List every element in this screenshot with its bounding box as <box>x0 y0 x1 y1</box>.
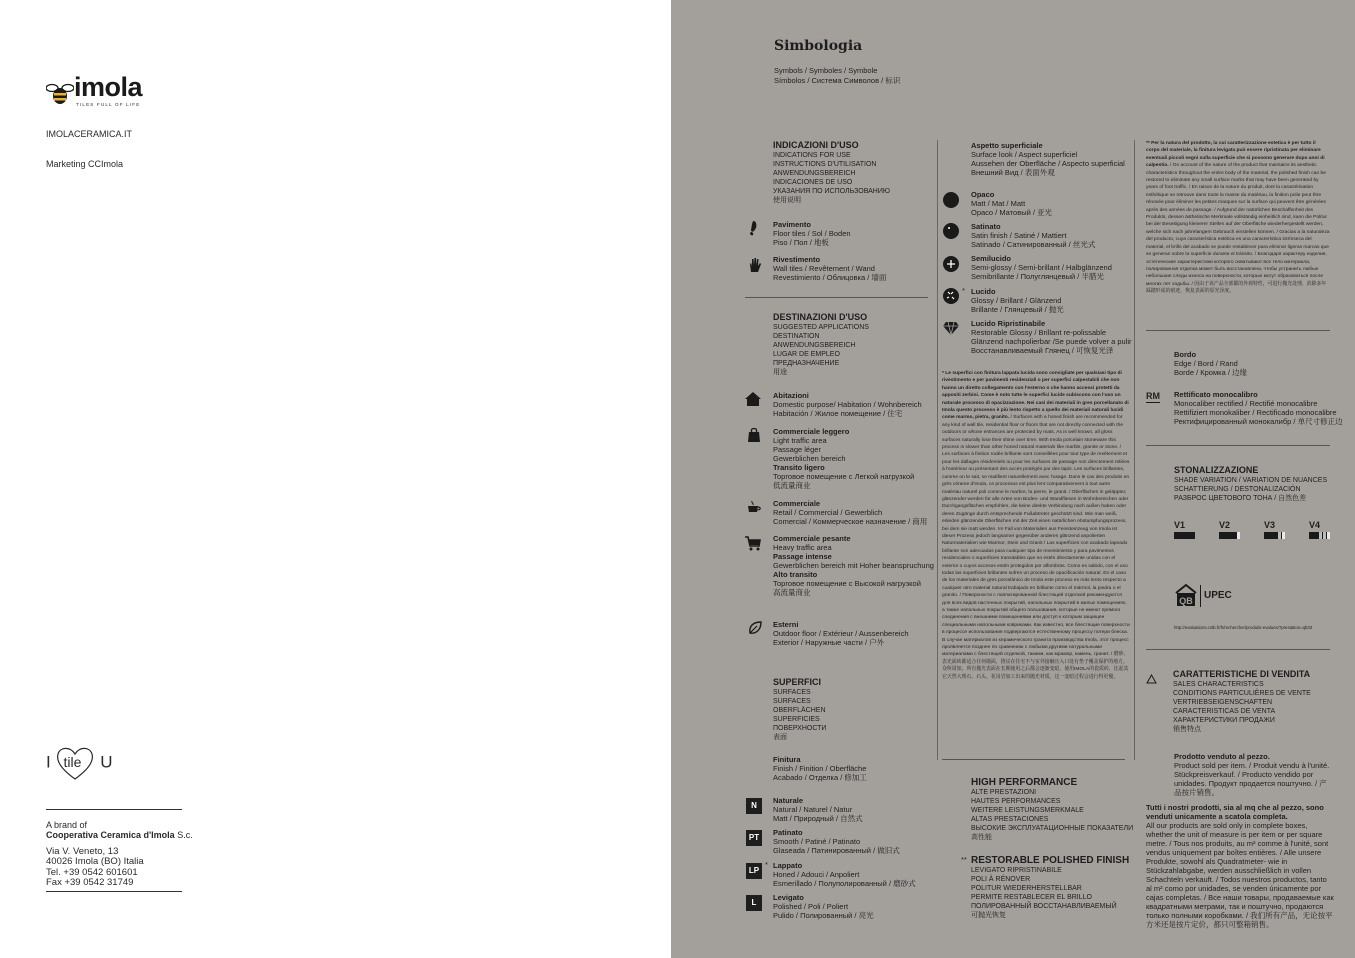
surface-look <box>971 141 1125 177</box>
subheading-line: ХАРАКТЕРИСТИКИ ПРОДАЖИ <box>1173 716 1275 724</box>
surfaces-section <box>773 678 933 742</box>
house-icon <box>745 391 761 407</box>
item-title: Lucido <box>971 287 996 296</box>
subheading-line: VERTRIEBSEIGENSCHAFTEN <box>1173 698 1273 706</box>
item-line: Matt / Природный / 自然式 <box>773 814 863 823</box>
item-line: Revestimiento / Облицовка / 墙面 <box>773 273 887 282</box>
subheading-line: 高性能 <box>971 833 992 841</box>
subheading-line: CARACTERISTICAS DE VENTA <box>1173 707 1276 715</box>
item-title: Rivestimento <box>773 255 821 264</box>
semi-gloss-icon <box>943 256 959 272</box>
item-title: Bordo <box>1174 350 1197 359</box>
section-subheadings <box>773 323 933 377</box>
item-line: Domestic purpose/ Habitation / Wohnbereich <box>773 400 922 409</box>
item-line: Smooth / Patiné / Patinato <box>773 837 861 846</box>
item-line: Restorable Glossy / Brillant re-polissable <box>971 328 1107 337</box>
subheading-line: SHADE VARIATION / VARIATION DE NUANCES <box>1174 476 1328 484</box>
divider <box>745 297 928 298</box>
item-line: 低流量商业 <box>773 481 811 490</box>
shade-section <box>1174 466 1339 503</box>
subheading-line: РАЗБРОС ЦВЕТОВОГО ТОНА / 自然色差 <box>1174 494 1307 502</box>
look-satin <box>971 222 1095 249</box>
subheading-line: 可抛光恢复 <box>971 911 1006 919</box>
dest-light-commercial <box>773 427 914 490</box>
shade-label: V3 <box>1264 520 1276 530</box>
item-title: Pavimento <box>773 220 811 229</box>
item-line: Comercial / Коммерческое назначение / 商用 <box>773 517 928 526</box>
love-right: U <box>100 752 113 772</box>
subheading-line: УКАЗАНИЯ ПО ИСПОЛЬЗОВАНИЮ <box>773 187 890 195</box>
subheading-line: ANWENDUNGSBEREICH <box>773 169 856 177</box>
shopping-bag-icon <box>746 427 762 443</box>
bee-icon <box>46 80 74 106</box>
section-heading: INDICAZIONI D'USO <box>773 140 859 150</box>
subtitle-line: Símbolos / Система Символов / 标识 <box>774 76 901 85</box>
item-line: Восстанавливаемый Глянец / 可恢复光泽 <box>971 346 1114 355</box>
subheading-line: 使用说明 <box>773 196 801 204</box>
item-line: Exterior / Наружные части / 户外 <box>773 638 885 647</box>
item-title: Opaco <box>971 190 995 199</box>
item-line: Glaseada / Патинированный / 做旧式 <box>773 846 900 855</box>
item-line: Natural / Naturel / Natur <box>773 805 853 814</box>
item-title: Levigato <box>773 893 804 902</box>
subheading-line: LEVIGATO RIPRISTINABILE <box>971 866 1062 874</box>
subheading-line: WEITERE LEISTUNGSMERKMALE <box>971 806 1084 814</box>
item-line: Glänzend nachpolierbar /Se puede volver a pulir <box>971 337 1132 346</box>
patinato-badge: PT <box>746 830 762 846</box>
page-title: Simbologia <box>774 38 863 54</box>
section-heading: HIGH PERFORMANCE <box>971 777 1078 788</box>
item-line: Opaco / Матовый / 亚光 <box>971 208 1053 217</box>
item-line: Passage intense <box>773 552 832 561</box>
section-heading: STONALIZZAZIONE <box>1174 465 1259 475</box>
high-performance-section <box>971 778 1141 842</box>
subheading-line: ПОВЕРХНОСТИ <box>773 724 827 732</box>
rectified-label <box>1174 390 1343 426</box>
section-subheadings <box>1174 476 1339 503</box>
footnote-text: / Surfaces with a honed finish are recommended for any kind of wall tile, residential floor or floors that are not directly connected with the outdoors or whose entrances are protected by mats. As is well known, all gloss surfaces naturally lose their shine over time. With Imola porcelain stoneware this process is slower than other honed natural materials like marble, granite or stone. / Les surfaces à finition rodée brillante sont conseillées pour tout type de revêtement et pour les dallages résidentiels ou pour les surfaces de passage non directement reliées à l'extérieur ou présentant des accès protégés par des tapis. Les surfaces brillantes, comme on le sait, se matifient naturellement avec l'usage. Dans le cas des produits en grès cérame d'Imola, ce processus est plus lent comparativement à tout autre matériau naturel poli comme le marbre, la pierre, le granit. / Oberflächen in geläppter, glänzender werden für alle Arten von Boden- und Wandfliesen in Wohnbereichen oder Durchgangsflächen empfohlen, die keine direkte Verbindung nach außen haben oder deren Zugänge durch entsprechende Fußabtreter geschützt sind. Wie man weiß, erleiden glänzende Oberflächen mit der Zeit einen natürlichen Abstumpfungsprozess, bei dem sie matt werden. Im Fall von Materialien aus Feinsteinzeug von Imola ist dieser Prozess jedoch langsamer gegenüber anderen glänzend anpolierten Naturmaterialien wie Marmor, Stein und Granit / Las superficies con acabado lapeado brillante son adecuadas para cualquier tipo de revestimiento y para pavimentos residenciales o superficies transitables que no estén directamente unidas con el exterior o cuyos accesos estén protegidos por alfombras. Como es sabido, con el uso todas las superficies brillantes sufren un proceso de opacificación natural. En el caso de los materiales de gres porcelánico de Imola este proceso es más lento respecto a cualquier otro material natural trabajado en brillante como el mármol, la piedra o el granito. / Поверхности с лаппатированной блестящей отделкой рекомендуются для всех видов настенных покрытий, напольных покрытий в жилых помещениях, а также напольных покрытий общего пользования, которые не имеют прямого соединения с внешними помещениями или доступ к которым защищен специальными напольными ковриками. Как известно, все блестящие поверхности в процессе использования подвергаются естественному процессу потери блеска. В случае материалов из керамического гранита производства Imola, этот процесс проявляется позднее по сравнению с любыми другими натуральными материалами с блестящей отделкой, такими, как мрамор, камень, гранит. / 磨砂、表光面砖都适合任何墙面，推议在住宅不与室外接触且入口处有垫子覆盖保护的地方。众所周知，所有抛光表面在长期使用之后都会逐渐变暗。使用IMOLA的瓷质砖，比起其它天然大理石、石头、花岗岩加工出来的抛光材质，这一变暗过程会进行得更慢。 <box>942 415 1130 680</box>
sales-section <box>1173 670 1338 734</box>
look-restorable-gloss <box>971 319 1132 355</box>
department: Marketing CCImola <box>46 159 124 169</box>
item-line: Gewerblichen bereich mit Hoher beanspruchung <box>773 561 934 570</box>
gloss-icon <box>943 288 959 304</box>
website[interactable]: IMOLACERAMICA.IT <box>46 129 133 139</box>
lappato-star: * <box>765 860 768 869</box>
footnote-bold: ** Per la natura del prodotto, la cui caratterizzazione estetica è per tutto il corpo del materiale, la finitura levigata può essere ripristinata per eliminare eventuali piccoli segni sulla superficie che si possono generare dopo anni di calpestio. <box>1146 141 1325 169</box>
item-title: Prodotto venduto al pezzo. <box>1174 752 1270 761</box>
item-line: Monocaliber rectified / Rectifié monocalibre <box>1174 399 1318 408</box>
shade-swatch-segment <box>1237 532 1240 539</box>
item-line: Ректифицированный монокалибр / 单尺寸修正边 <box>1174 417 1343 426</box>
matt-icon <box>943 192 959 208</box>
item-line: Esmerillado / Полуполированный / 磨砂式 <box>773 879 916 888</box>
item-title: Finitura <box>773 755 801 764</box>
subheading-line: DESTINATION <box>773 332 820 340</box>
restorable-star: ** <box>961 855 967 864</box>
upec-link[interactable]: http://evaluations.cstb.fr/fr/rechercher/produits-evalues/?prestation=qb33 <box>1174 625 1313 630</box>
subheading-line: INDICATIONS FOR USE <box>773 151 851 159</box>
item-line: Borde / Кромка / 边缘 <box>1174 368 1248 377</box>
item-line: Glossy / Brillant / Glänzend <box>971 296 1062 305</box>
section-subheadings <box>971 788 1141 842</box>
section-subheadings <box>1173 680 1338 734</box>
satin-icon <box>943 223 959 239</box>
symbols-panel <box>671 0 1355 958</box>
subheading-line: PERMITE RESTABLECER EL BRILLO <box>971 893 1092 901</box>
restorable-footnote <box>1146 140 1330 296</box>
sold-per-item <box>1174 752 1334 797</box>
dest-outdoor <box>773 620 909 647</box>
item-title: Commerciale pesante <box>773 534 851 543</box>
item-line: Wall tiles / Revêtement / Wand <box>773 264 875 273</box>
edge-label <box>1174 350 1247 377</box>
lappato-footnote <box>942 370 1130 681</box>
leaf-icon <box>747 620 763 636</box>
item-line: Pulido / Полированный / 亮光 <box>773 911 874 920</box>
item-line: Outdoor floor / Extérieur / Aussenbereich <box>773 629 909 638</box>
dest-commercial <box>773 499 927 526</box>
subheading-line: ANWENDUNGSBEREICH <box>773 341 856 349</box>
shade-swatch <box>1219 532 1240 539</box>
item-line: Floor tiles / Sol / Boden <box>773 229 851 238</box>
item-line: Honed / Adouci / Anpoliert <box>773 870 860 879</box>
item-line: Product sold per item. / Produit vendu à l'unité. Stückpreisverkauf. / Producto vendido por unidades. Продукт продается поштучно. / 产品按片销售。 <box>1174 761 1330 797</box>
subheading-line: ALTE PRESTAZIONI <box>971 788 1037 796</box>
love-middle: tile <box>63 754 82 770</box>
shade-swatch-segment <box>1278 532 1281 539</box>
divider <box>942 759 1125 760</box>
svg-text:QB: QB <box>1179 596 1193 606</box>
item-line: Surface look / Aspect superficiel <box>971 150 1078 159</box>
finish-lappato <box>773 861 916 888</box>
shade-label: V1 <box>1174 520 1186 530</box>
brand-word: imola <box>74 72 143 102</box>
section-subheadings <box>773 151 933 205</box>
restorable-polished-section <box>971 856 1141 920</box>
subheading-line: SCHATTIERUNG / DESTONALIZACIÓN <box>1174 485 1301 493</box>
item-line: Alto transito <box>773 570 818 579</box>
section-heading: SUPERFICI <box>773 677 822 687</box>
item-line: Внешний Вид / 表面外观 <box>971 168 1055 177</box>
item-line: Торговое помещение с Легкой нагрузкой <box>773 472 915 481</box>
shade-swatch-segment <box>1323 532 1326 539</box>
company-name: Cooperativa Ceramica d'Imola <box>46 830 175 840</box>
subheading-line: ВЫСОКИЕ ЭКСПЛУАТАЦИОННЫЕ ПОКАЗАТЕЛИ <box>971 824 1134 832</box>
phone: Tel. +39 0542 601601 <box>46 866 138 878</box>
natural-badge: N <box>746 798 762 814</box>
subheading-line: POLITUR WIEDERHERSTELLBAR <box>971 884 1082 892</box>
company-suffix: S.c. <box>174 830 193 840</box>
subheading-line: 表面 <box>773 733 787 741</box>
subheading-line: 销售特点 <box>1173 725 1201 733</box>
item-line: Passage léger <box>773 445 821 454</box>
wall-hand-icon <box>747 257 763 273</box>
subheading-line: SUPERFICIES <box>773 715 820 723</box>
use-wall <box>773 255 886 282</box>
diamond-icon <box>943 320 959 336</box>
floor-foot-icon <box>747 220 763 236</box>
column-divider <box>1134 140 1135 760</box>
section-subheadings <box>773 688 933 742</box>
subheading-line: ПРЕДНАЗНАЧЕНИЕ <box>773 359 840 367</box>
item-title: Commerciale <box>773 499 821 508</box>
brand-block <box>46 820 193 840</box>
shade-swatch-segment <box>1282 532 1285 539</box>
item-line: All our products are sold only in complete boxes, whether the unit of measure is per item or per square metre. / Tous nos produits, au m² comme à l'unité, sont vendus uniquement par boîtes entières. / Alle unsere Produkte, sowohl als Quadratmeter- wie in Stückzahlabgabe, werden ausschließlich in vollen Schachteln verkauft. / Todos nuestros productos, tanto al m² como por unidades, se venden únicamente por cajas completas. / Все наши товары, продаваемые как квадратными метрами, так и поштучно, продаются только полными коробками. / 我们所有产品，无论按平方米还是按片定价，都只可整箱销售。 <box>1146 821 1334 929</box>
divider <box>1146 330 1330 331</box>
subtitle-line: Symbols / Symboles / Symbole <box>774 66 878 75</box>
look-matt <box>971 190 1052 217</box>
subheading-line: 用途 <box>773 368 787 376</box>
item-line: Heavy traffic area <box>773 543 832 552</box>
finish-label <box>773 755 867 782</box>
brand-tagline: TILES FULL OF LIFE <box>76 102 141 107</box>
look-semi-gloss <box>971 254 1112 281</box>
item-title: Abitazioni <box>773 391 809 400</box>
subheading-line: SURFACES <box>773 697 811 705</box>
shade-swatch <box>1309 532 1330 539</box>
shade-label: V2 <box>1219 520 1231 530</box>
item-line: Semibrillante / Полуглянцевый / 半腊光 <box>971 272 1104 281</box>
cover-panel <box>0 0 671 958</box>
subheading-line: ПОЛИРОВАННЫЙ ВОССТАНАВЛИВАЕМЫЙ <box>971 902 1117 910</box>
look-gloss <box>971 287 1064 314</box>
finish-levigato <box>773 893 874 920</box>
item-title: Commerciale leggero <box>773 427 850 436</box>
item-title: Lappato <box>773 861 803 870</box>
subheading-line: SURFACES <box>773 688 811 696</box>
complete-boxes-note <box>1146 803 1334 929</box>
footnote-text: / On account of the nature of the product that maintains its aesthetic characteristics throughout the entire body of the material, the polished finish can be restored to eliminate any small surface marks that may have been generated by years of foot traffic. / En raison de la nature du produit, dont la caractérisation esthétique se retrouve dans toute la masse du matériau, la finition polie peut être rénovée pour éliminer les petites marques sur la surface qui peuvent être générées après des années de passage. / Aufgrund der natürlichen Beschaffenheit des Produkts, dessen ästhetische Merkmale vollständig einheitlich sind, kann die Politur bei der Beseitigung kleinerer Stellen auf der Oberfläche wiederhergestellt werden, welche sich nach jahrelangem Gebrauch einstellen können. / Gracias a la naturaleza del producto, cuya característica estética es una característica intrínseca del material, el brillo del acabado se puede restablecer para eliminar ligeras marcas que se generan sobre la superficie durante el tránsito. / Благодаря характеру изделия, эстетические характеристики которого охватывают все тело материала, полированная отделка может быть восстановлена, чтобы устранить любые небольшие следы износа на поверхности, которые могут образоваться после многих лет ходьбы. / 因由于该产品全部都的外观特性，可进行抛光处理，消除多年踩踏形成的痕迹，恢复表面的原光泽度。 <box>1146 163 1330 295</box>
item-line: Satin finish / Satiné / Mattiert <box>971 231 1067 240</box>
item-line: Acabado / Отделка / 修加工 <box>773 773 867 782</box>
item-title: Satinato <box>971 222 1001 231</box>
divider-top <box>46 809 182 810</box>
subheading-line: POLI À RÉNOVER <box>971 875 1031 883</box>
subheading-line: INDICACIONES DE USO <box>773 178 853 186</box>
shade-label: V4 <box>1309 520 1321 530</box>
item-line: Aussehen der Oberfläche / Aspecto superficial <box>971 159 1125 168</box>
address-line: 40026 Imola (BO) Italia <box>46 856 144 868</box>
destinations-section <box>773 313 933 377</box>
address-line: Via V. Veneto, 13 <box>46 846 119 857</box>
column-divider <box>937 140 938 760</box>
dest-heavy-commercial <box>773 534 934 597</box>
warning-triangle-icon <box>1146 674 1157 684</box>
divider <box>1146 649 1330 650</box>
item-title: Tutti i nostri prodotti, sia al mq che al pezzo, sono venduti unicamente a scatola completa. <box>1146 803 1324 821</box>
uses-section <box>773 141 933 205</box>
item-title: Lucido Ripristinabile <box>971 319 1046 328</box>
item-title: Esterni <box>773 620 799 629</box>
page-subtitle <box>774 66 900 86</box>
item-line: Satinado / Сатинированный / 丝光式 <box>971 240 1096 249</box>
subheading-line: CONDITIONS PARTICULIÈRES DE VENTE <box>1173 689 1311 697</box>
item-title: Aspetto superficiale <box>971 141 1043 150</box>
item-line: Rettifiziert monokaliber / Rectificado monocalibre <box>1174 408 1337 417</box>
section-heading: RESTORABLE POLISHED FINISH <box>971 855 1130 866</box>
section-heading: DESTINAZIONI D'USO <box>773 312 868 322</box>
item-title: Semilucido <box>971 254 1012 263</box>
shade-swatch <box>1264 532 1285 539</box>
shade-swatch-segment <box>1327 532 1330 539</box>
love-left: I <box>46 752 51 772</box>
item-line: Matt / Mat / Matt <box>971 199 1026 208</box>
subheading-line: SUGGESTED APPLICATIONS <box>773 323 869 331</box>
gloss-star: * <box>962 286 965 295</box>
fax: Fax +39 0542 31749 <box>46 876 134 888</box>
subheading-line: HAUTES PERFORMANCES <box>971 797 1061 805</box>
item-title: Naturale <box>773 796 804 805</box>
divider <box>1146 445 1330 446</box>
address-block <box>46 847 144 888</box>
dest-home <box>773 391 922 418</box>
lappato-badge: LP <box>746 863 762 879</box>
item-line: Finish / Finition / Oberfläche <box>773 764 867 773</box>
i-love-tile-logo <box>46 744 112 782</box>
levigato-badge: L <box>746 895 762 911</box>
item-title: Patinato <box>773 828 803 837</box>
subheading-line: INSTRUCTIONS D'UTILISATION <box>773 160 877 168</box>
upec-label: UPEC <box>1200 585 1232 607</box>
item-title: Rettificato monocalibro <box>1174 390 1258 399</box>
item-line: Polished / Poli / Poliert <box>773 902 849 911</box>
subheading-line: OBERFLÄCHEN <box>773 706 826 714</box>
subheading-line: SALES CHARACTERISTICS <box>1173 680 1264 688</box>
use-floor <box>773 220 851 247</box>
item-line: Transito ligero <box>773 463 825 472</box>
qb-certification-icon <box>1174 583 1198 607</box>
item-line: Торговое помещение с Высокой нагрузкой <box>773 579 921 588</box>
item-line: Habitación / Жилое помещение / 住宅 <box>773 409 903 418</box>
divider-bottom <box>46 891 182 892</box>
footnote-bold: * Le superfici con finitura lappata lucida sono consigliate per qualsiasi tipo di rivestimento e per pavimenti residenziali o per superfici calpestabili che non hanno un diretto collegamento con l'esterno o che hanno accessi protetti da appositi zerbini. Come è noto tutte le superfici lucide subiscono con l'uso un naturale processo di opacizzazione. Nei casi dei materiali in gres porcellanato di Imola questo processo è più lento rispetto a quello dei materiali naturali lucidi come marmo, pietra, granito. <box>942 371 1129 421</box>
finish-patinato <box>773 828 900 855</box>
brand-of: A brand of <box>46 820 88 830</box>
item-line: Retail / Commercial / Gewerblich <box>773 508 883 517</box>
finish-natural <box>773 796 863 823</box>
item-line: Piso / Пол / 地板 <box>773 238 829 247</box>
item-line: Gewerblichen bereich <box>773 454 846 463</box>
shade-swatch-segment <box>1319 532 1322 539</box>
item-line: Edge / Bord / Rand <box>1174 359 1238 368</box>
item-line: Semi-glossy / Semi-brillant / Halbglänzend <box>971 263 1112 272</box>
coffee-cup-icon <box>746 499 762 515</box>
item-line: Light traffic area <box>773 436 827 445</box>
item-line: Brillante / Глянцевый / 抛光 <box>971 305 1064 314</box>
shade-swatch <box>1174 532 1195 539</box>
section-subheadings <box>971 866 1141 920</box>
section-heading: CARATTERISTICHE DI VENDITA <box>1173 669 1311 679</box>
shopping-cart-icon <box>745 535 761 551</box>
subheading-line: LUGAR DE EMPLEO <box>773 350 840 358</box>
rectified-badge: RM <box>1146 391 1160 401</box>
item-line: 高流量商业 <box>773 588 811 597</box>
subheading-line: ALTAS PRESTACIONES <box>971 815 1049 823</box>
